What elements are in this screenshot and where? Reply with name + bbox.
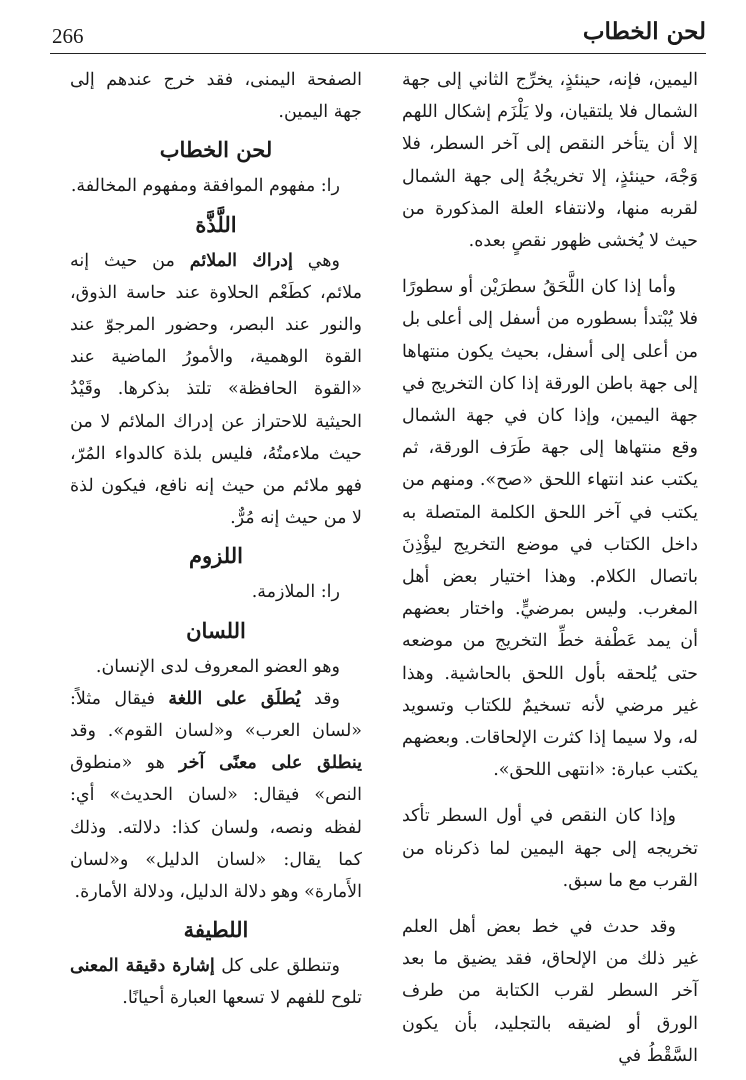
- highlighted-term: ينطلق على معنًى آخر: [179, 753, 362, 774]
- text-run: وهي: [292, 250, 340, 271]
- left-column: [70, 64, 362, 1015]
- paragraph: الصفحة اليمنى، فقد خرج عندهم إلى جهة اليمين.: [70, 70, 362, 123]
- paragraph: وإذا كان النقص في أول السطر تأكد تخريجه إلى جهة اليمين لما ذكرناه من القرب مع ما سبق.: [402, 806, 698, 891]
- entry-title: اللَّذَّة: [195, 211, 237, 237]
- text-run: وهو العضو المعروف لدى الإنسان.: [95, 656, 340, 677]
- running-title: لحن الخطاب: [582, 18, 706, 45]
- entry-paragraph: [70, 683, 362, 908]
- entry-title: لحن الخطاب: [159, 137, 273, 163]
- entry-title: اللطيفة: [183, 917, 249, 943]
- entry-paragraph: [70, 950, 362, 1014]
- text-run: هو «منطوق النص» فيقال: «لسان الحديث» أي: لفظه ونصه، ولسان كذا: دلالته. وذلك كما يقال: «لسان الدليل» و«لسان الأَمارة» وهو دلالة الدليل، ودلالة الأمارة.: [70, 753, 362, 903]
- header-rule: [50, 53, 706, 54]
- paragraph: وأما إذا كان اللَّحَقُ سطرَيْن أو سطورًا فلا يُبْتدأ بسطوره من أسفل إلى أعلى بل من أعلى إلى أسفل، بحيث يكون منتهاها إلى جهة باطن الورقة إذا كان التخريج في جهة اليمين، وإذا كان في جهة الشمال وقع منتهاها إلى جهة طَرَف الورقة، ثم يكتب عند انتهاء اللحق «صح». ومنهم من يكتب في آخر اللحق الكلمة المتصلة به داخل الكتاب في موضع التخريج ليؤْذِنَ باتصال الكلام. وهذا اختيار بعض أهل المغرب. وليس بمرضيٍّ. واختار بعضهم أن يمد عَطْفة خطِّ التخريج من موضعه حتى يُلحقه بأول اللحق بالحاشية. وهذا غير مرضي لأنه تسخيمٌ للكتاب وتسويد له، ولا سيما إذا كثرت الإلحاقات. وبعضهم يكتب عبارة: «انتهى اللحق».: [402, 277, 698, 781]
- entry-paragraph: [70, 651, 362, 683]
- page-number: 266: [52, 24, 84, 48]
- text-run: فيقال مثلاً: «لسان العرب» و«لسان القوم». وقد: [70, 688, 362, 742]
- glossary-entries: [70, 132, 362, 1014]
- highlighted-term: يُطلَق على اللغة: [168, 688, 301, 709]
- entry-paragraph: [70, 170, 362, 202]
- text-run: وقد: [300, 688, 340, 709]
- page-header: [0, 0, 746, 58]
- right-column: [402, 64, 698, 1072]
- entry-paragraph: [70, 576, 362, 608]
- paragraph: اليمين، فإنه، حينئذٍ، يخرِّج الثاني إلى جهة الشمال فلا يلتقيان، ولا يَلْزَم إشكال اللهم إلا أن يتأخر النقص إلى آخر السطر، فلا وَجْهَ، حينئذٍ، إلا تخريجُهُ إلى جهة الشمال لقربه منها، ولانتفاء العلة المذكورة من حيث لا يُخشى ظهور نقصٍ بعده.: [402, 70, 698, 252]
- text-run: را: الملازمة.: [251, 582, 340, 603]
- text-run: را: مفهوم الموافقة ومفهوم المخالفة.: [70, 176, 340, 197]
- entry-title: اللزوم: [189, 543, 243, 569]
- highlighted-term: إشارة دقيقة المعنى: [70, 956, 215, 977]
- text-run: من حيث إنه ملائم، كطَعْم الحلاوة عند حاسة الذوق، والنور عند البصر، وحضور المرجوّ عند القوة الوهمية، والأمورُ الماضية عند «القوة الحافظة» تلتذ بذكرها. وقَيْدُ الحيثية للاحتراز عن إدراك الملائم لا من حيث ملاءمتُهُ، فليس بلذة كالدواء المُرّ، فهو ملائم من حيث إنه نافع، فيكون لذة لا من حيث إنه مُرٌّ.: [70, 250, 362, 529]
- text-run: وتنطلق على كل: [214, 956, 340, 977]
- paragraph: وقد حدث في خط بعض أهل العلم غير ذلك من الإلحاق، فقد يضيق ما بعد آخر السطر لقرب الكتابة من طرف الورق أو لضيقه بالتجليد، بأن يكون السَّقْطُ في: [402, 917, 698, 1066]
- entry-title: اللسان: [186, 617, 246, 643]
- entry-paragraph: [70, 245, 362, 535]
- text-run: تلوح للفهم لا تسعها العبارة أحيانًا.: [122, 988, 362, 1009]
- highlighted-term: إدراك الملائم: [189, 250, 293, 271]
